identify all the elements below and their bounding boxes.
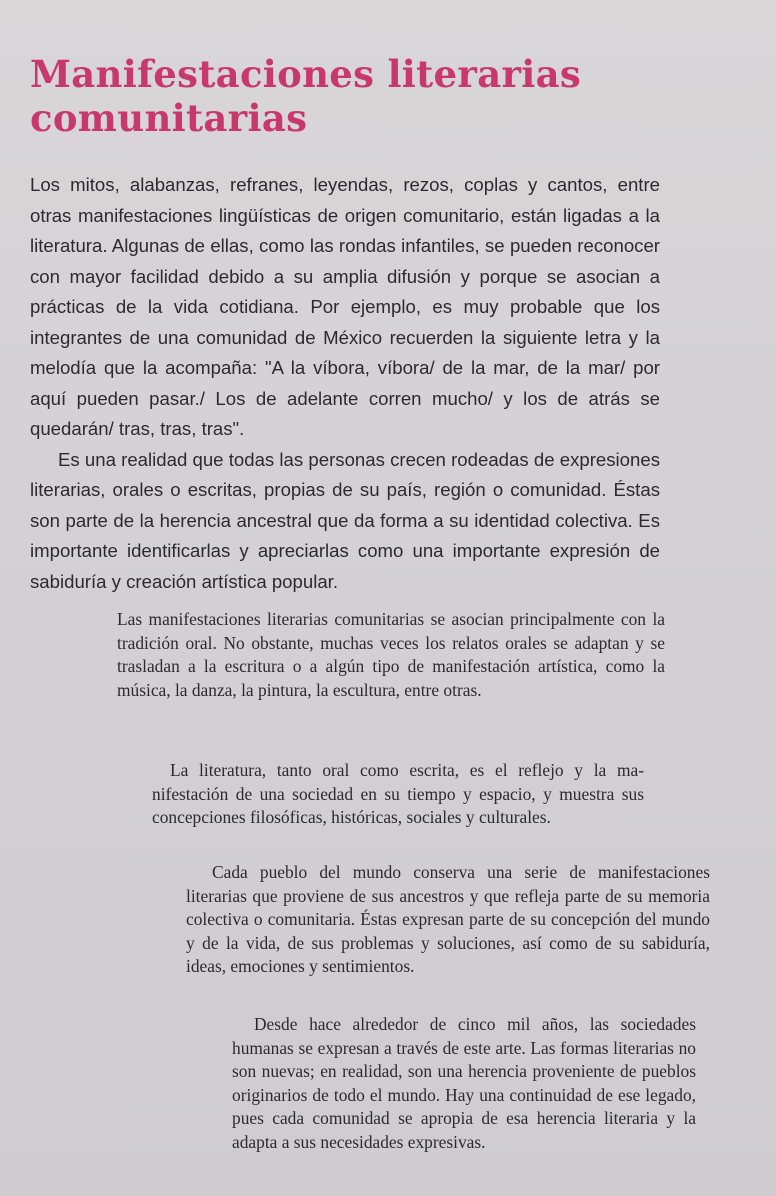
intro-section: [30, 170, 660, 597]
staggered-paragraph-2: La literatura, tanto oral como escrita, es el reflejo y la manifestación de una sociedad en su tiempo y espacio, y muestra sus concepciones filosóficas, históricas, sociales y culturales.: [152, 760, 644, 827]
staggered-paragraph-4: Desde hace alrededor de cinco mil años, las sociedades humanas se expresan a través de este arte. Las formas literarias no son nuevas; en realidad, son una herencia proveniente de pueblos originarios de todo el mundo. Hay una continuidad de ese legado, pues cada comunidad se apropia de esa herencia literaria y la adapta a sus necesidades expresivas.: [232, 1014, 696, 1152]
page-title: Manifestaciones literarias comunitarias: [30, 52, 582, 140]
intro-paragraph-2: Es una realidad que todas las personas crecen rodeadas de expresiones literarias, orales o escritas, propias de su país, región o comunidad. Éstas son parte de la herencia ancestral que da forma a su identidad colectiva. Es importante identificarlas y apreciarlas como una importante expresión de sabiduría y creación artística popular.: [30, 448, 660, 592]
intro-paragraph-1: Los mitos, alabanzas, refranes, leyendas, rezos, coplas y cantos, entre otras manifestaciones lingüísticas de origen comunitario, están ligadas a la literatura. Algunas de ellas, como las rondas infantiles, se pueden reconocer con mayor facilidad debido a su amplia difusión y porque se asocian a prácticas de la vida cotidiana. Por ejemplo, es muy probable que los integrantes de una comunidad de México recuerden la siguiente letra y la melodía que la acompaña: "A la víbora, víbora/ de la mar, de la mar/ por aquí pueden pasar./ Los de adelante corren mucho/ y los de atrás se quedarán/ tras, tras, tras".: [30, 174, 660, 439]
staggered-paragraph-1: Las manifestaciones literarias comunitarias se asocian principalmente con la tradición oral. No obstante, muchas veces los relatos orales se adaptan y se trasladan a la escritura o a algún tipo de manifestación artística, como la música, la danza, la pintura, la escultura, entre otras.: [117, 609, 665, 700]
staggered-paragraph-3: Cada pueblo del mundo conserva una serie de manifestaciones literarias que proviene de sus ancestros y que refleja parte de su memoria colectiva o comunitaria. Éstas expresan parte de su concepción del mundo y de la vida, de sus problemas y soluciones, así como de su sabiduría, ideas, emociones y sentimientos.: [186, 862, 710, 976]
